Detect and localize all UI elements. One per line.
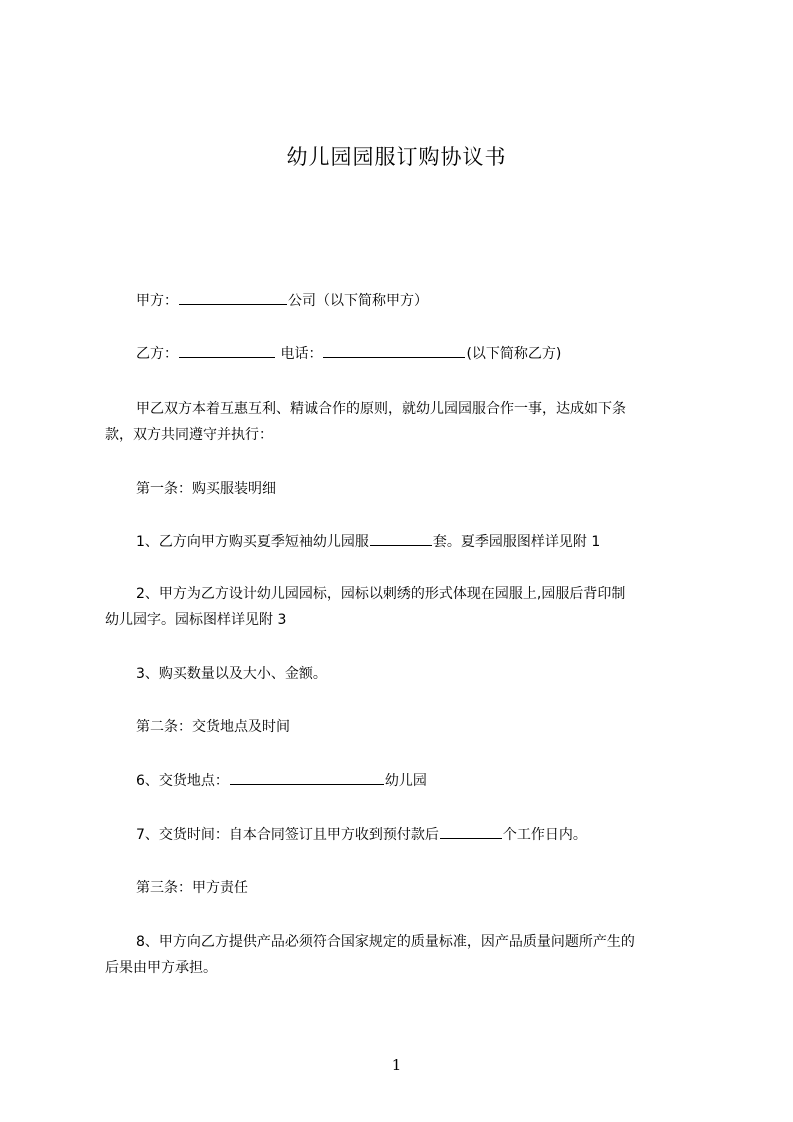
article-1-item-3: 3、购买数量以及大小、金额。 — [136, 666, 327, 682]
party-b-blank — [179, 341, 275, 358]
party-a-suffix: 公司（以下简称甲方） — [288, 293, 428, 309]
article-2-heading: 第二条：交货地点及时间 — [136, 719, 290, 735]
intro-line-1: 甲乙双方本着互惠互利、精诚合作的原则，就幼儿园园服合作一事，达成如下条 — [136, 401, 626, 417]
article-1-item-2-line-1: 2、甲方为乙方设计幼儿园园标，园标以刺绣的形式体现在园服上,园服后背印制 — [136, 586, 626, 602]
item-1-prefix: 1、乙方向甲方购买夏季短袖幼儿园服 — [136, 534, 369, 550]
item-7-blank — [440, 822, 502, 839]
article-2-item-7 — [136, 822, 736, 848]
party-a-prefix: 甲方： — [136, 293, 178, 309]
item-7-suffix: 个工作日内。 — [502, 827, 587, 843]
article-3-heading: 第三条：甲方责任 — [136, 880, 248, 896]
party-b-line — [136, 341, 736, 367]
party-b-prefix: 乙方： — [136, 346, 178, 362]
article-3-item-8-line-1: 8、甲方向乙方提供产品必须符合国家规定的质量标准，因产品质量问题所产生的 — [136, 934, 635, 950]
intro-line-2: 款，双方共同遵守并执行： — [105, 427, 273, 443]
article-1-heading: 第一条：购买服装明细 — [136, 481, 276, 497]
document-title: 幼儿园园服订购协议书 — [286, 145, 507, 169]
item-6-prefix: 6、交货地点： — [136, 773, 229, 789]
article-1-item-2-line-2: 幼儿园字。园标图样详见附 3 — [105, 612, 287, 628]
party-b-phone-blank — [323, 341, 465, 358]
item-6-blank — [230, 768, 384, 785]
party-a-blank — [179, 288, 287, 305]
item-6-suffix: 幼儿园 — [384, 773, 427, 789]
item-7-prefix: 7、交货时间：自本合同签订且甲方收到预付款后 — [136, 827, 439, 843]
item-1-suffix: 套。夏季园服图样详见附 1 — [432, 534, 601, 550]
article-1-item-1 — [136, 529, 736, 555]
article-3-item-8-line-2: 后果由甲方承担。 — [105, 960, 217, 976]
article-2-item-6 — [136, 768, 736, 794]
item-1-blank — [370, 529, 432, 546]
party-b-suffix: (以下简称乙方) — [466, 346, 562, 362]
party-a-line — [136, 288, 736, 314]
page-number: 1 — [391, 1056, 402, 1074]
party-b-phone-label: 电话： — [280, 346, 323, 362]
